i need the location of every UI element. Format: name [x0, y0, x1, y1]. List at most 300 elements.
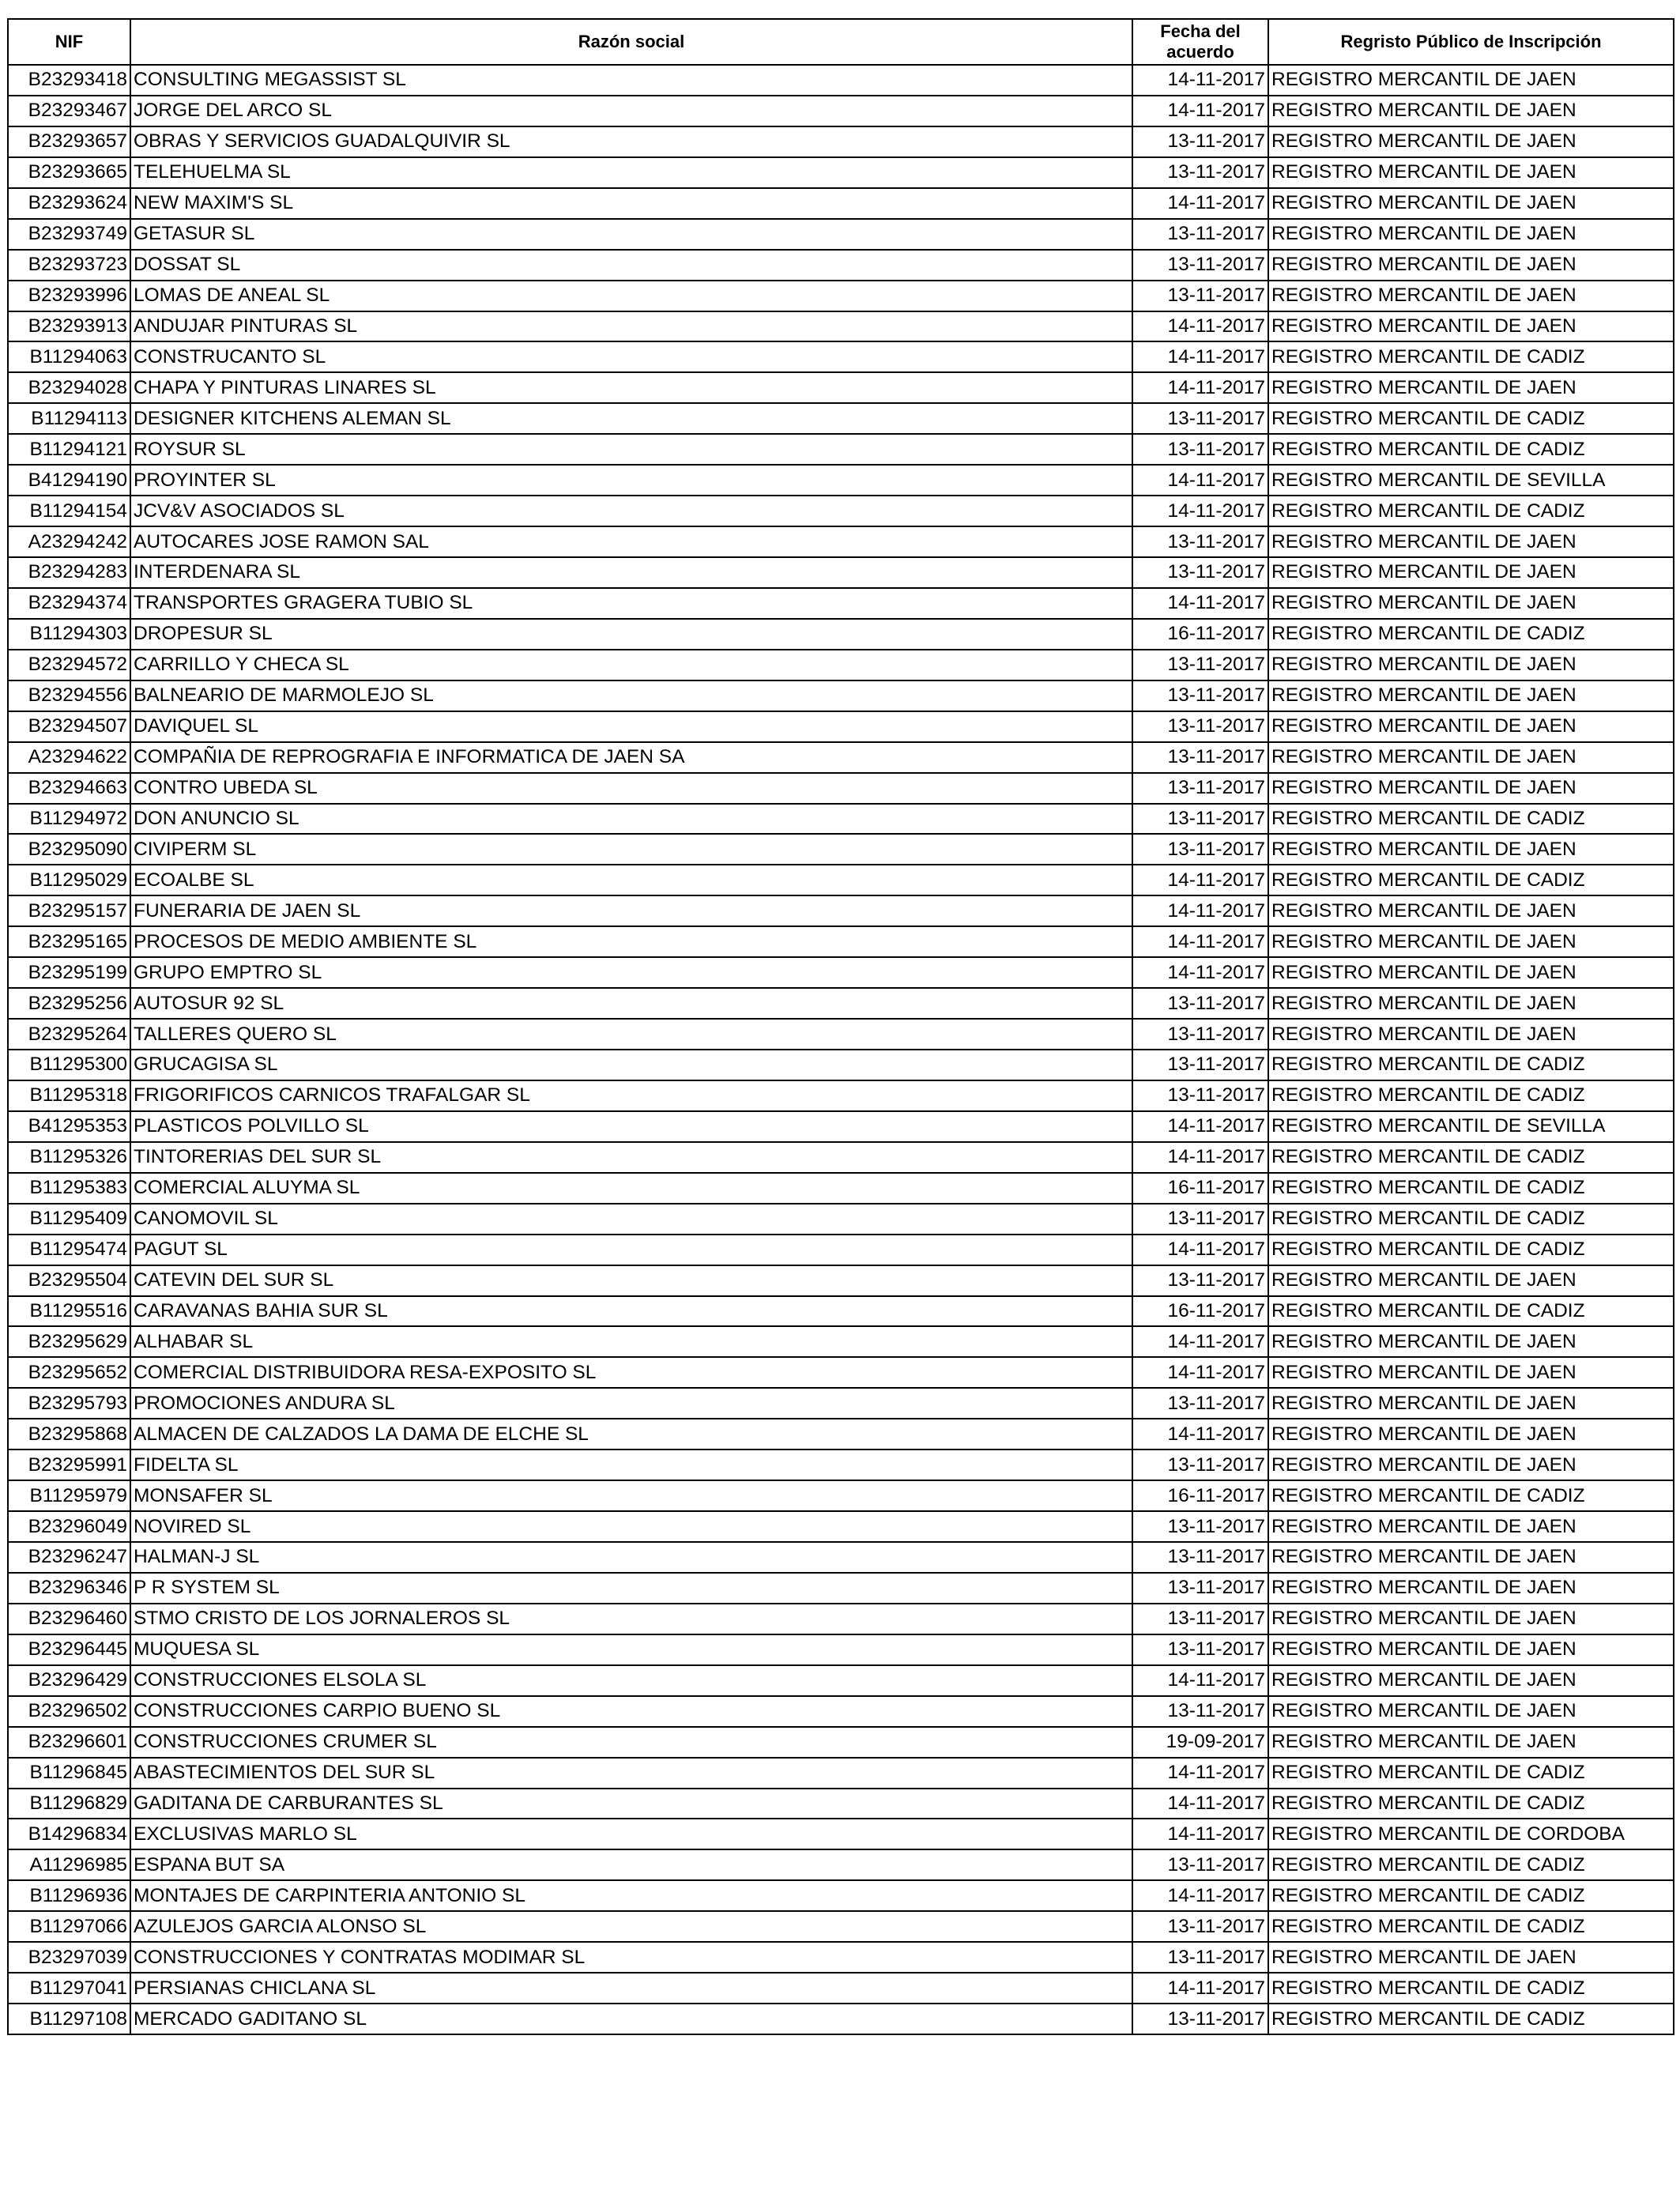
cell-registro: REGISTRO MERCANTIL DE JAEN — [1268, 1326, 1674, 1357]
cell-registro: REGISTRO MERCANTIL DE JAEN — [1268, 650, 1674, 680]
table-row — [8, 1080, 1674, 1111]
cell-nif: B41295353 — [8, 1111, 130, 1142]
cell-registro: REGISTRO MERCANTIL DE CADIZ — [1268, 804, 1674, 835]
cell-razon-social: FRIGORIFICOS CARNICOS TRAFALGAR SL — [130, 1080, 1132, 1111]
table-row — [8, 1050, 1674, 1080]
cell-razon-social: TALLERES QUERO SL — [130, 1019, 1132, 1050]
cell-nif: B23294507 — [8, 711, 130, 742]
cell-registro: REGISTRO MERCANTIL DE CORDOBA — [1268, 1819, 1674, 1849]
cell-nif: B11295383 — [8, 1173, 130, 1204]
cell-nif: B23294663 — [8, 773, 130, 804]
cell-razon-social: ALMACEN DE CALZADOS LA DAMA DE ELCHE SL — [130, 1419, 1132, 1449]
cell-razon-social: P R SYSTEM SL — [130, 1573, 1132, 1604]
cell-razon-social: CANOMOVIL SL — [130, 1204, 1132, 1235]
cell-registro: REGISTRO MERCANTIL DE CADIZ — [1268, 1480, 1674, 1511]
cell-registro: REGISTRO MERCANTIL DE JAEN — [1268, 588, 1674, 619]
cell-nif: B23295256 — [8, 988, 130, 1019]
cell-fecha-acuerdo: 13-11-2017 — [1132, 557, 1268, 588]
cell-nif: B11295326 — [8, 1142, 130, 1173]
cell-nif: B23293749 — [8, 219, 130, 250]
cell-fecha-acuerdo: 14-11-2017 — [1132, 588, 1268, 619]
cell-nif: B23296049 — [8, 1511, 130, 1542]
cell-fecha-acuerdo: 13-11-2017 — [1132, 1942, 1268, 1973]
cell-nif: B11295409 — [8, 1204, 130, 1235]
cell-registro: REGISTRO MERCANTIL DE CADIZ — [1268, 1758, 1674, 1789]
cell-registro: REGISTRO MERCANTIL DE JAEN — [1268, 1942, 1674, 1973]
cell-fecha-acuerdo: 13-11-2017 — [1132, 834, 1268, 865]
cell-razon-social: AZULEJOS GARCIA ALONSO SL — [130, 1911, 1132, 1942]
cell-nif: B11296936 — [8, 1880, 130, 1911]
cell-razon-social: MUQUESA SL — [130, 1634, 1132, 1665]
cell-fecha-acuerdo: 13-11-2017 — [1132, 1634, 1268, 1665]
table-row — [8, 804, 1674, 835]
cell-fecha-acuerdo: 16-11-2017 — [1132, 1173, 1268, 1204]
cell-razon-social: MONSAFER SL — [130, 1480, 1132, 1511]
table-row — [8, 680, 1674, 711]
cell-fecha-acuerdo: 13-11-2017 — [1132, 1511, 1268, 1542]
cell-registro: REGISTRO MERCANTIL DE JAEN — [1268, 1019, 1674, 1050]
cell-razon-social: DOSSAT SL — [130, 250, 1132, 281]
table-row — [8, 1357, 1674, 1388]
cell-fecha-acuerdo: 14-11-2017 — [1132, 1142, 1268, 1173]
cell-razon-social: DROPESUR SL — [130, 619, 1132, 650]
cell-fecha-acuerdo: 14-11-2017 — [1132, 1789, 1268, 1819]
cell-razon-social: CONSTRUCANTO SL — [130, 341, 1132, 372]
header-razon-social: Razón social — [130, 19, 1132, 65]
cell-fecha-acuerdo: 13-11-2017 — [1132, 1911, 1268, 1942]
cell-registro: REGISTRO MERCANTIL DE JAEN — [1268, 250, 1674, 281]
cell-razon-social: ANDUJAR PINTURAS SL — [130, 311, 1132, 342]
table-row — [8, 341, 1674, 372]
cell-razon-social: HALMAN-J SL — [130, 1542, 1132, 1573]
cell-nif: B11297108 — [8, 2004, 130, 2034]
cell-fecha-acuerdo: 13-11-2017 — [1132, 1050, 1268, 1080]
table-header — [8, 19, 1674, 65]
cell-registro: REGISTRO MERCANTIL DE JAEN — [1268, 1388, 1674, 1419]
cell-registro: REGISTRO MERCANTIL DE CADIZ — [1268, 865, 1674, 895]
cell-fecha-acuerdo: 14-11-2017 — [1132, 1235, 1268, 1265]
header-nif: NIF — [8, 19, 130, 65]
cell-fecha-acuerdo: 14-11-2017 — [1132, 1758, 1268, 1789]
cell-fecha-acuerdo: 14-11-2017 — [1132, 188, 1268, 219]
cell-fecha-acuerdo: 14-11-2017 — [1132, 1111, 1268, 1142]
cell-fecha-acuerdo: 13-11-2017 — [1132, 988, 1268, 1019]
cell-fecha-acuerdo: 13-11-2017 — [1132, 742, 1268, 773]
cell-nif: B11296845 — [8, 1758, 130, 1789]
cell-fecha-acuerdo: 13-11-2017 — [1132, 403, 1268, 434]
table-row — [8, 496, 1674, 526]
table-row — [8, 1142, 1674, 1173]
cell-razon-social: CHAPA Y PINTURAS LINARES SL — [130, 372, 1132, 403]
cell-nif: B23293624 — [8, 188, 130, 219]
table-row — [8, 1480, 1674, 1511]
cell-razon-social: CONSULTING MEGASSIST SL — [130, 65, 1132, 96]
cell-nif: B11295474 — [8, 1235, 130, 1265]
cell-fecha-acuerdo: 13-11-2017 — [1132, 1449, 1268, 1480]
cell-nif: B23296460 — [8, 1604, 130, 1634]
cell-nif: B23295199 — [8, 957, 130, 988]
cell-nif: A23294242 — [8, 526, 130, 557]
table-row — [8, 557, 1674, 588]
cell-registro: REGISTRO MERCANTIL DE JAEN — [1268, 1727, 1674, 1758]
cell-nif: B11295300 — [8, 1050, 130, 1080]
cell-registro: REGISTRO MERCANTIL DE JAEN — [1268, 1265, 1674, 1296]
cell-razon-social: AUTOCARES JOSE RAMON SAL — [130, 526, 1132, 557]
cell-razon-social: PAGUT SL — [130, 1235, 1132, 1265]
cell-nif: B11297041 — [8, 1973, 130, 2004]
cell-nif: B23295793 — [8, 1388, 130, 1419]
cell-registro: REGISTRO MERCANTIL DE CADIZ — [1268, 1204, 1674, 1235]
cell-razon-social: COMERCIAL ALUYMA SL — [130, 1173, 1132, 1204]
cell-razon-social: DON ANUNCIO SL — [130, 804, 1132, 835]
cell-registro: REGISTRO MERCANTIL DE JAEN — [1268, 773, 1674, 804]
table-row — [8, 1388, 1674, 1419]
cell-razon-social: CONSTRUCCIONES CARPIO BUENO SL — [130, 1696, 1132, 1727]
cell-razon-social: STMO CRISTO DE LOS JORNALEROS SL — [130, 1604, 1132, 1634]
cell-razon-social: EXCLUSIVAS MARLO SL — [130, 1819, 1132, 1849]
cell-razon-social: PROMOCIONES ANDURA SL — [130, 1388, 1132, 1419]
cell-razon-social: PLASTICOS POLVILLO SL — [130, 1111, 1132, 1142]
cell-registro: REGISTRO MERCANTIL DE JAEN — [1268, 711, 1674, 742]
table-body — [8, 65, 1674, 2034]
cell-registro: REGISTRO MERCANTIL DE CADIZ — [1268, 496, 1674, 526]
cell-nif: B23293996 — [8, 281, 130, 311]
cell-fecha-acuerdo: 13-11-2017 — [1132, 1604, 1268, 1634]
table-row — [8, 1665, 1674, 1696]
table-row — [8, 157, 1674, 188]
table-row — [8, 1696, 1674, 1727]
cell-nif: B23294028 — [8, 372, 130, 403]
cell-fecha-acuerdo: 13-11-2017 — [1132, 434, 1268, 465]
cell-registro: REGISTRO MERCANTIL DE CADIZ — [1268, 341, 1674, 372]
cell-fecha-acuerdo: 13-11-2017 — [1132, 650, 1268, 680]
cell-fecha-acuerdo: 16-11-2017 — [1132, 1296, 1268, 1327]
cell-registro: REGISTRO MERCANTIL DE CADIZ — [1268, 1911, 1674, 1942]
cell-nif: B23294572 — [8, 650, 130, 680]
table-row — [8, 188, 1674, 219]
cell-razon-social: GADITANA DE CARBURANTES SL — [130, 1789, 1132, 1819]
table-row — [8, 281, 1674, 311]
table-row — [8, 465, 1674, 496]
cell-registro: REGISTRO MERCANTIL DE JAEN — [1268, 1542, 1674, 1573]
cell-registro: REGISTRO MERCANTIL DE JAEN — [1268, 957, 1674, 988]
cell-registro: REGISTRO MERCANTIL DE SEVILLA — [1268, 465, 1674, 496]
cell-registro: REGISTRO MERCANTIL DE SEVILLA — [1268, 1111, 1674, 1142]
cell-razon-social: ROYSUR SL — [130, 434, 1132, 465]
cell-registro: REGISTRO MERCANTIL DE CADIZ — [1268, 1173, 1674, 1204]
cell-fecha-acuerdo: 13-11-2017 — [1132, 1573, 1268, 1604]
cell-nif: B11294063 — [8, 341, 130, 372]
cell-nif: A11296985 — [8, 1849, 130, 1880]
cell-fecha-acuerdo: 13-11-2017 — [1132, 1019, 1268, 1050]
cell-fecha-acuerdo: 13-11-2017 — [1132, 1849, 1268, 1880]
cell-razon-social: AUTOSUR 92 SL — [130, 988, 1132, 1019]
table-row — [8, 1634, 1674, 1665]
cell-razon-social: ESPANA BUT SA — [130, 1849, 1132, 1880]
table-row — [8, 1911, 1674, 1942]
cell-registro: REGISTRO MERCANTIL DE CADIZ — [1268, 1050, 1674, 1080]
cell-registro: REGISTRO MERCANTIL DE JAEN — [1268, 188, 1674, 219]
cell-registro: REGISTRO MERCANTIL DE JAEN — [1268, 65, 1674, 96]
table-row — [8, 865, 1674, 895]
cell-nif: B23293657 — [8, 126, 130, 157]
cell-fecha-acuerdo: 13-11-2017 — [1132, 281, 1268, 311]
cell-razon-social: GETASUR SL — [130, 219, 1132, 250]
table-row — [8, 742, 1674, 773]
cell-nif: B41294190 — [8, 465, 130, 496]
cell-nif: B23296346 — [8, 1573, 130, 1604]
cell-nif: B11294121 — [8, 434, 130, 465]
table-row — [8, 926, 1674, 957]
table-row — [8, 1758, 1674, 1789]
cell-fecha-acuerdo: 14-11-2017 — [1132, 1880, 1268, 1911]
cell-razon-social: LOMAS DE ANEAL SL — [130, 281, 1132, 311]
cell-registro: REGISTRO MERCANTIL DE JAEN — [1268, 895, 1674, 926]
cell-nif: B11296829 — [8, 1789, 130, 1819]
cell-nif: B23295157 — [8, 895, 130, 926]
cell-razon-social: CIVIPERM SL — [130, 834, 1132, 865]
cell-nif: B23295991 — [8, 1449, 130, 1480]
cell-nif: B11294303 — [8, 619, 130, 650]
table-row — [8, 1973, 1674, 2004]
cell-nif: B14296834 — [8, 1819, 130, 1849]
table-row — [8, 403, 1674, 434]
cell-fecha-acuerdo: 14-11-2017 — [1132, 1357, 1268, 1388]
cell-razon-social: FUNERARIA DE JAEN SL — [130, 895, 1132, 926]
cell-fecha-acuerdo: 19-09-2017 — [1132, 1727, 1268, 1758]
cell-nif: B11294113 — [8, 403, 130, 434]
cell-fecha-acuerdo: 14-11-2017 — [1132, 372, 1268, 403]
table-row — [8, 1849, 1674, 1880]
cell-fecha-acuerdo: 13-11-2017 — [1132, 1080, 1268, 1111]
table-row — [8, 957, 1674, 988]
cell-nif: B23294556 — [8, 680, 130, 711]
table-row — [8, 588, 1674, 619]
table-row — [8, 311, 1674, 342]
cell-registro: REGISTRO MERCANTIL DE JAEN — [1268, 1449, 1674, 1480]
cell-fecha-acuerdo: 14-11-2017 — [1132, 1419, 1268, 1449]
cell-razon-social: JCV&V ASOCIADOS SL — [130, 496, 1132, 526]
cell-registro: REGISTRO MERCANTIL DE JAEN — [1268, 372, 1674, 403]
cell-registro: REGISTRO MERCANTIL DE JAEN — [1268, 680, 1674, 711]
cell-registro: REGISTRO MERCANTIL DE JAEN — [1268, 311, 1674, 342]
cell-registro: REGISTRO MERCANTIL DE JAEN — [1268, 557, 1674, 588]
cell-razon-social: TRANSPORTES GRAGERA TUBIO SL — [130, 588, 1132, 619]
cell-registro: REGISTRO MERCANTIL DE JAEN — [1268, 157, 1674, 188]
cell-razon-social: CONSTRUCCIONES Y CONTRATAS MODIMAR SL — [130, 1942, 1132, 1973]
cell-nif: B23296502 — [8, 1696, 130, 1727]
cell-nif: B23294283 — [8, 557, 130, 588]
table-row — [8, 126, 1674, 157]
table-row — [8, 1819, 1674, 1849]
cell-registro: REGISTRO MERCANTIL DE CADIZ — [1268, 2004, 1674, 2034]
cell-fecha-acuerdo: 14-11-2017 — [1132, 341, 1268, 372]
cell-fecha-acuerdo: 14-11-2017 — [1132, 1973, 1268, 2004]
cell-fecha-acuerdo: 13-11-2017 — [1132, 804, 1268, 835]
cell-registro: REGISTRO MERCANTIL DE CADIZ — [1268, 1235, 1674, 1265]
table-row — [8, 1511, 1674, 1542]
cell-razon-social: BALNEARIO DE MARMOLEJO SL — [130, 680, 1132, 711]
cell-razon-social: TELEHUELMA SL — [130, 157, 1132, 188]
table-row — [8, 2004, 1674, 2034]
table-row — [8, 1419, 1674, 1449]
header-row — [8, 19, 1674, 65]
cell-razon-social: FIDELTA SL — [130, 1449, 1132, 1480]
cell-registro: REGISTRO MERCANTIL DE CADIZ — [1268, 1789, 1674, 1819]
table-row — [8, 96, 1674, 126]
cell-fecha-acuerdo: 14-11-2017 — [1132, 1326, 1268, 1357]
cell-nif: B23293467 — [8, 96, 130, 126]
cell-razon-social: GRUCAGISA SL — [130, 1050, 1132, 1080]
table-row — [8, 434, 1674, 465]
cell-registro: REGISTRO MERCANTIL DE CADIZ — [1268, 619, 1674, 650]
cell-nif: B23293418 — [8, 65, 130, 96]
cell-razon-social: JORGE DEL ARCO SL — [130, 96, 1132, 126]
cell-nif: B23293913 — [8, 311, 130, 342]
table-row — [8, 219, 1674, 250]
cell-fecha-acuerdo: 13-11-2017 — [1132, 1696, 1268, 1727]
cell-registro: REGISTRO MERCANTIL DE JAEN — [1268, 742, 1674, 773]
cell-fecha-acuerdo: 13-11-2017 — [1132, 680, 1268, 711]
table-row — [8, 372, 1674, 403]
cell-nif: B23294374 — [8, 588, 130, 619]
cell-registro: REGISTRO MERCANTIL DE CADIZ — [1268, 1849, 1674, 1880]
cell-registro: REGISTRO MERCANTIL DE JAEN — [1268, 1511, 1674, 1542]
cell-razon-social: ECOALBE SL — [130, 865, 1132, 895]
cell-razon-social: CONSTRUCCIONES ELSOLA SL — [130, 1665, 1132, 1696]
cell-registro: REGISTRO MERCANTIL DE JAEN — [1268, 1419, 1674, 1449]
table-row — [8, 1449, 1674, 1480]
table-row — [8, 1111, 1674, 1142]
cell-fecha-acuerdo: 16-11-2017 — [1132, 1480, 1268, 1511]
cell-fecha-acuerdo: 13-11-2017 — [1132, 1388, 1268, 1419]
cell-nif: A23294622 — [8, 742, 130, 773]
cell-nif: B23296601 — [8, 1727, 130, 1758]
cell-nif: B11294972 — [8, 804, 130, 835]
cell-nif: B23296445 — [8, 1634, 130, 1665]
table-row — [8, 711, 1674, 742]
cell-fecha-acuerdo: 14-11-2017 — [1132, 311, 1268, 342]
cell-razon-social: OBRAS Y SERVICIOS GUADALQUIVIR SL — [130, 126, 1132, 157]
cell-registro: REGISTRO MERCANTIL DE JAEN — [1268, 526, 1674, 557]
table-row — [8, 1296, 1674, 1327]
cell-registro: REGISTRO MERCANTIL DE JAEN — [1268, 96, 1674, 126]
cell-registro: REGISTRO MERCANTIL DE CADIZ — [1268, 1296, 1674, 1327]
cell-razon-social: CONSTRUCCIONES CRUMER SL — [130, 1727, 1132, 1758]
table-row — [8, 1880, 1674, 1911]
cell-nif: B23293665 — [8, 157, 130, 188]
cell-nif: B11295516 — [8, 1296, 130, 1327]
cell-fecha-acuerdo: 14-11-2017 — [1132, 1665, 1268, 1696]
cell-razon-social: TINTORERIAS DEL SUR SL — [130, 1142, 1132, 1173]
cell-nif: B23296429 — [8, 1665, 130, 1696]
cell-fecha-acuerdo: 13-11-2017 — [1132, 157, 1268, 188]
cell-fecha-acuerdo: 13-11-2017 — [1132, 526, 1268, 557]
cell-registro: REGISTRO MERCANTIL DE JAEN — [1268, 1634, 1674, 1665]
cell-razon-social: DAVIQUEL SL — [130, 711, 1132, 742]
cell-fecha-acuerdo: 14-11-2017 — [1132, 926, 1268, 957]
cell-razon-social: ALHABAR SL — [130, 1326, 1132, 1357]
cell-nif: B11294154 — [8, 496, 130, 526]
cell-razon-social: CONTRO UBEDA SL — [130, 773, 1132, 804]
table-row — [8, 1019, 1674, 1050]
cell-razon-social: DESIGNER KITCHENS ALEMAN SL — [130, 403, 1132, 434]
cell-nif: B23293723 — [8, 250, 130, 281]
table-row — [8, 773, 1674, 804]
cell-razon-social: NOVIRED SL — [130, 1511, 1132, 1542]
cell-nif: B11295318 — [8, 1080, 130, 1111]
table-row — [8, 1204, 1674, 1235]
cell-nif: B23295652 — [8, 1357, 130, 1388]
table-row — [8, 895, 1674, 926]
cell-fecha-acuerdo: 16-11-2017 — [1132, 619, 1268, 650]
cell-razon-social: NEW MAXIM'S SL — [130, 188, 1132, 219]
cell-razon-social: MONTAJES DE CARPINTERIA ANTONIO SL — [130, 1880, 1132, 1911]
cell-registro: REGISTRO MERCANTIL DE CADIZ — [1268, 403, 1674, 434]
cell-registro: REGISTRO MERCANTIL DE JAEN — [1268, 219, 1674, 250]
cell-nif: B11295029 — [8, 865, 130, 895]
cell-nif: B23296247 — [8, 1542, 130, 1573]
cell-registro: REGISTRO MERCANTIL DE JAEN — [1268, 1696, 1674, 1727]
cell-razon-social: PERSIANAS CHICLANA SL — [130, 1973, 1132, 2004]
table-row — [8, 834, 1674, 865]
table-row — [8, 1173, 1674, 1204]
cell-razon-social: ABASTECIMIENTOS DEL SUR SL — [130, 1758, 1132, 1789]
cell-nif: B23295165 — [8, 926, 130, 957]
header-fecha-acuerdo: Fecha del acuerdo — [1132, 19, 1268, 65]
cell-razon-social: MERCADO GADITANO SL — [130, 2004, 1132, 2034]
cell-registro: REGISTRO MERCANTIL DE JAEN — [1268, 926, 1674, 957]
cell-fecha-acuerdo: 13-11-2017 — [1132, 2004, 1268, 2034]
cell-nif: B23295629 — [8, 1326, 130, 1357]
cell-fecha-acuerdo: 14-11-2017 — [1132, 496, 1268, 526]
table-row — [8, 988, 1674, 1019]
cell-fecha-acuerdo: 14-11-2017 — [1132, 957, 1268, 988]
table-row — [8, 1604, 1674, 1634]
cell-razon-social: PROCESOS DE MEDIO AMBIENTE SL — [130, 926, 1132, 957]
cell-fecha-acuerdo: 13-11-2017 — [1132, 1204, 1268, 1235]
cell-registro: REGISTRO MERCANTIL DE CADIZ — [1268, 1080, 1674, 1111]
table-row — [8, 1542, 1674, 1573]
table-row — [8, 1265, 1674, 1296]
header-registro: Regristo Público de Inscripción — [1268, 19, 1674, 65]
cell-nif: B23295868 — [8, 1419, 130, 1449]
cell-fecha-acuerdo: 13-11-2017 — [1132, 711, 1268, 742]
cell-fecha-acuerdo: 14-11-2017 — [1132, 65, 1268, 96]
cell-fecha-acuerdo: 13-11-2017 — [1132, 219, 1268, 250]
cell-fecha-acuerdo: 14-11-2017 — [1132, 465, 1268, 496]
cell-razon-social: GRUPO EMPTRO SL — [130, 957, 1132, 988]
table-row — [8, 250, 1674, 281]
table-row — [8, 1326, 1674, 1357]
cell-fecha-acuerdo: 13-11-2017 — [1132, 250, 1268, 281]
cell-registro: REGISTRO MERCANTIL DE CADIZ — [1268, 1973, 1674, 2004]
cell-registro: REGISTRO MERCANTIL DE CADIZ — [1268, 1142, 1674, 1173]
cell-registro: REGISTRO MERCANTIL DE JAEN — [1268, 988, 1674, 1019]
table-row — [8, 1789, 1674, 1819]
cell-registro: REGISTRO MERCANTIL DE JAEN — [1268, 834, 1674, 865]
table-row — [8, 65, 1674, 96]
registry-table — [7, 18, 1674, 2035]
cell-fecha-acuerdo: 14-11-2017 — [1132, 865, 1268, 895]
cell-registro: REGISTRO MERCANTIL DE CADIZ — [1268, 434, 1674, 465]
cell-fecha-acuerdo: 13-11-2017 — [1132, 773, 1268, 804]
cell-registro: REGISTRO MERCANTIL DE JAEN — [1268, 281, 1674, 311]
cell-nif: B23297039 — [8, 1942, 130, 1973]
cell-fecha-acuerdo: 14-11-2017 — [1132, 1819, 1268, 1849]
cell-nif: B23295090 — [8, 834, 130, 865]
cell-razon-social: CARRILLO Y CHECA SL — [130, 650, 1132, 680]
